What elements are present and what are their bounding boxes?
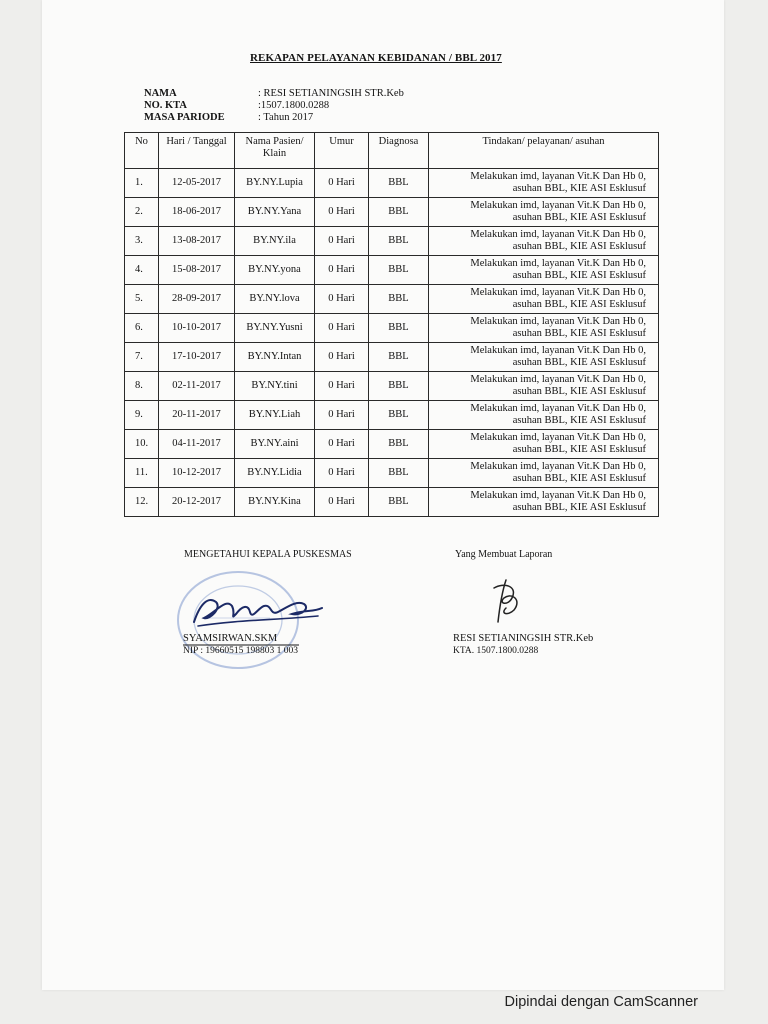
approver-name: SYAMSIRWAN.SKM	[183, 633, 278, 644]
info-row-kta	[144, 100, 404, 112]
cell-umur: 0 Hari	[315, 430, 369, 459]
cell-nama: BY.NY.aini	[235, 430, 315, 459]
cell-no: 1.	[125, 169, 159, 198]
tindakan-line-2: asuhan BBL, KIE ASI Esklusuf	[512, 502, 646, 513]
info-value: : Tahun 2017	[258, 112, 314, 123]
cell-umur: 0 Hari	[315, 285, 369, 314]
cell-diagnosa: BBL	[369, 343, 429, 372]
maker-heading: Yang Membuat Laporan	[455, 549, 553, 560]
maker-kta: KTA. 1507.1800.0288	[453, 646, 539, 656]
cell-tanggal: 02-11-2017	[159, 372, 235, 401]
table-body	[125, 169, 659, 517]
cell-tanggal: 15-08-2017	[159, 256, 235, 285]
cell-umur: 0 Hari	[315, 198, 369, 227]
maker-name: RESI SETIANINGSIH STR.Keb	[453, 633, 594, 644]
cell-no: 10.	[125, 430, 159, 459]
cell-nama: BY.NY.Intan	[235, 343, 315, 372]
cell-no: 11.	[125, 459, 159, 488]
tindakan-line-1: Melakukan imd, layanan Vit.K Dan Hb 0,	[470, 374, 646, 385]
table-header-row	[125, 133, 659, 169]
info-value: :1507.1800.0288	[258, 100, 330, 111]
cell-tindakan	[429, 372, 659, 401]
tindakan-line-1: Melakukan imd, layanan Vit.K Dan Hb 0,	[470, 490, 646, 501]
cell-no: 12.	[125, 488, 159, 517]
cell-diagnosa: BBL	[369, 285, 429, 314]
tindakan-line-1: Melakukan imd, layanan Vit.K Dan Hb 0,	[470, 461, 646, 472]
table-row	[125, 169, 659, 198]
tindakan-line-1: Melakukan imd, layanan Vit.K Dan Hb 0,	[470, 171, 646, 182]
cell-tindakan	[429, 459, 659, 488]
info-value: : RESI SETIANINGSIH STR.Keb	[258, 88, 404, 99]
info-row-periode	[144, 112, 404, 124]
cell-nama: BY.NY.Liah	[235, 401, 315, 430]
approver-nip: NIP : 19660515 198803 1 003	[183, 646, 298, 656]
cell-no: 7.	[125, 343, 159, 372]
cell-diagnosa: BBL	[369, 227, 429, 256]
cell-nama: BY.NY.Yana	[235, 198, 315, 227]
tindakan-line-1: Melakukan imd, layanan Vit.K Dan Hb 0,	[470, 432, 646, 443]
cell-tanggal: 10-12-2017	[159, 459, 235, 488]
cell-tindakan	[429, 314, 659, 343]
cell-tanggal: 10-10-2017	[159, 314, 235, 343]
cell-diagnosa: BBL	[369, 372, 429, 401]
tindakan-line-2: asuhan BBL, KIE ASI Esklusuf	[512, 415, 646, 426]
cell-nama: BY.NY.ila	[235, 227, 315, 256]
cell-umur: 0 Hari	[315, 459, 369, 488]
column-header-nama: Nama Pasien/ Klain	[235, 133, 315, 169]
cell-tanggal: 20-12-2017	[159, 488, 235, 517]
column-header-diagnosa: Diagnosa	[369, 133, 429, 169]
cell-tindakan	[429, 401, 659, 430]
cell-umur: 0 Hari	[315, 488, 369, 517]
service-records-table	[124, 132, 659, 517]
cell-diagnosa: BBL	[369, 430, 429, 459]
cell-tanggal: 18-06-2017	[159, 198, 235, 227]
document-title: REKAPAN PELAYANAN KEBIDANAN / BBL 2017	[250, 52, 502, 64]
tindakan-line-2: asuhan BBL, KIE ASI Esklusuf	[512, 183, 646, 194]
cell-no: 9.	[125, 401, 159, 430]
table-row	[125, 314, 659, 343]
cell-umur: 0 Hari	[315, 169, 369, 198]
cell-nama: BY.NY.Lupia	[235, 169, 315, 198]
tindakan-line-1: Melakukan imd, layanan Vit.K Dan Hb 0,	[470, 345, 646, 356]
tindakan-line-1: Melakukan imd, layanan Vit.K Dan Hb 0,	[470, 403, 646, 414]
tindakan-line-2: asuhan BBL, KIE ASI Esklusuf	[512, 299, 646, 310]
cell-diagnosa: BBL	[369, 488, 429, 517]
cell-tanggal: 17-10-2017	[159, 343, 235, 372]
cell-umur: 0 Hari	[315, 314, 369, 343]
cell-no: 6.	[125, 314, 159, 343]
camscanner-footer: Dipindai dengan CamScanner	[504, 994, 698, 1010]
info-row-nama	[144, 88, 404, 100]
cell-tindakan	[429, 285, 659, 314]
cell-diagnosa: BBL	[369, 198, 429, 227]
cell-umur: 0 Hari	[315, 401, 369, 430]
tindakan-line-2: asuhan BBL, KIE ASI Esklusuf	[512, 328, 646, 339]
cell-tindakan	[429, 343, 659, 372]
column-header-no: No	[125, 133, 159, 169]
column-header-tindakan: Tindakan/ pelayanan/ asuhan	[429, 133, 659, 169]
table-row	[125, 488, 659, 517]
cell-nama: BY.NY.yona	[235, 256, 315, 285]
cell-tanggal: 20-11-2017	[159, 401, 235, 430]
cell-diagnosa: BBL	[369, 314, 429, 343]
info-label: MASA PARIODE	[144, 112, 225, 123]
cell-tanggal: 28-09-2017	[159, 285, 235, 314]
table-row	[125, 198, 659, 227]
tindakan-line-2: asuhan BBL, KIE ASI Esklusuf	[512, 386, 646, 397]
tindakan-line-2: asuhan BBL, KIE ASI Esklusuf	[512, 270, 646, 281]
tindakan-line-2: asuhan BBL, KIE ASI Esklusuf	[512, 241, 646, 252]
cell-umur: 0 Hari	[315, 343, 369, 372]
table-row	[125, 285, 659, 314]
cell-nama: BY.NY.Lidia	[235, 459, 315, 488]
cell-umur: 0 Hari	[315, 227, 369, 256]
approver-heading: MENGETAHUI KEPALA PUSKESMAS	[184, 549, 352, 560]
table-row	[125, 459, 659, 488]
cell-nama: BY.NY.lova	[235, 285, 315, 314]
cell-tanggal: 13-08-2017	[159, 227, 235, 256]
tindakan-line-2: asuhan BBL, KIE ASI Esklusuf	[512, 473, 646, 484]
cell-nama: BY.NY.Yusni	[235, 314, 315, 343]
table-row	[125, 227, 659, 256]
cell-tanggal: 12-05-2017	[159, 169, 235, 198]
tindakan-line-1: Melakukan imd, layanan Vit.K Dan Hb 0,	[470, 258, 646, 269]
info-label: NAMA	[144, 88, 177, 99]
tindakan-line-1: Melakukan imd, layanan Vit.K Dan Hb 0,	[470, 287, 646, 298]
table-row	[125, 372, 659, 401]
cell-no: 2.	[125, 198, 159, 227]
table-row	[125, 256, 659, 285]
cell-tindakan	[429, 256, 659, 285]
table-row	[125, 343, 659, 372]
cell-diagnosa: BBL	[369, 169, 429, 198]
document-info	[144, 88, 404, 124]
info-label: NO. KTA	[144, 100, 187, 111]
cell-diagnosa: BBL	[369, 256, 429, 285]
tindakan-line-2: asuhan BBL, KIE ASI Esklusuf	[512, 357, 646, 368]
tindakan-line-1: Melakukan imd, layanan Vit.K Dan Hb 0,	[470, 200, 646, 211]
approver-signature	[186, 584, 326, 632]
column-header-tanggal: Hari / Tanggal	[159, 133, 235, 169]
tindakan-line-1: Melakukan imd, layanan Vit.K Dan Hb 0,	[470, 316, 646, 327]
cell-no: 3.	[125, 227, 159, 256]
cell-umur: 0 Hari	[315, 372, 369, 401]
cell-tindakan	[429, 488, 659, 517]
cell-tindakan	[429, 169, 659, 198]
table-row	[125, 430, 659, 459]
cell-tanggal: 04-11-2017	[159, 430, 235, 459]
cell-no: 5.	[125, 285, 159, 314]
cell-nama: BY.NY.tini	[235, 372, 315, 401]
cell-nama: BY.NY.Kina	[235, 488, 315, 517]
column-header-umur: Umur	[315, 133, 369, 169]
cell-diagnosa: BBL	[369, 459, 429, 488]
cell-umur: 0 Hari	[315, 256, 369, 285]
cell-tindakan	[429, 198, 659, 227]
cell-no: 8.	[125, 372, 159, 401]
tindakan-line-1: Melakukan imd, layanan Vit.K Dan Hb 0,	[470, 229, 646, 240]
tindakan-line-2: asuhan BBL, KIE ASI Esklusuf	[512, 444, 646, 455]
approver-name-underline	[183, 644, 299, 646]
cell-diagnosa: BBL	[369, 401, 429, 430]
table-row	[125, 401, 659, 430]
maker-signature	[484, 578, 528, 624]
tindakan-line-2: asuhan BBL, KIE ASI Esklusuf	[512, 212, 646, 223]
cell-tindakan	[429, 430, 659, 459]
cell-tindakan	[429, 227, 659, 256]
cell-no: 4.	[125, 256, 159, 285]
